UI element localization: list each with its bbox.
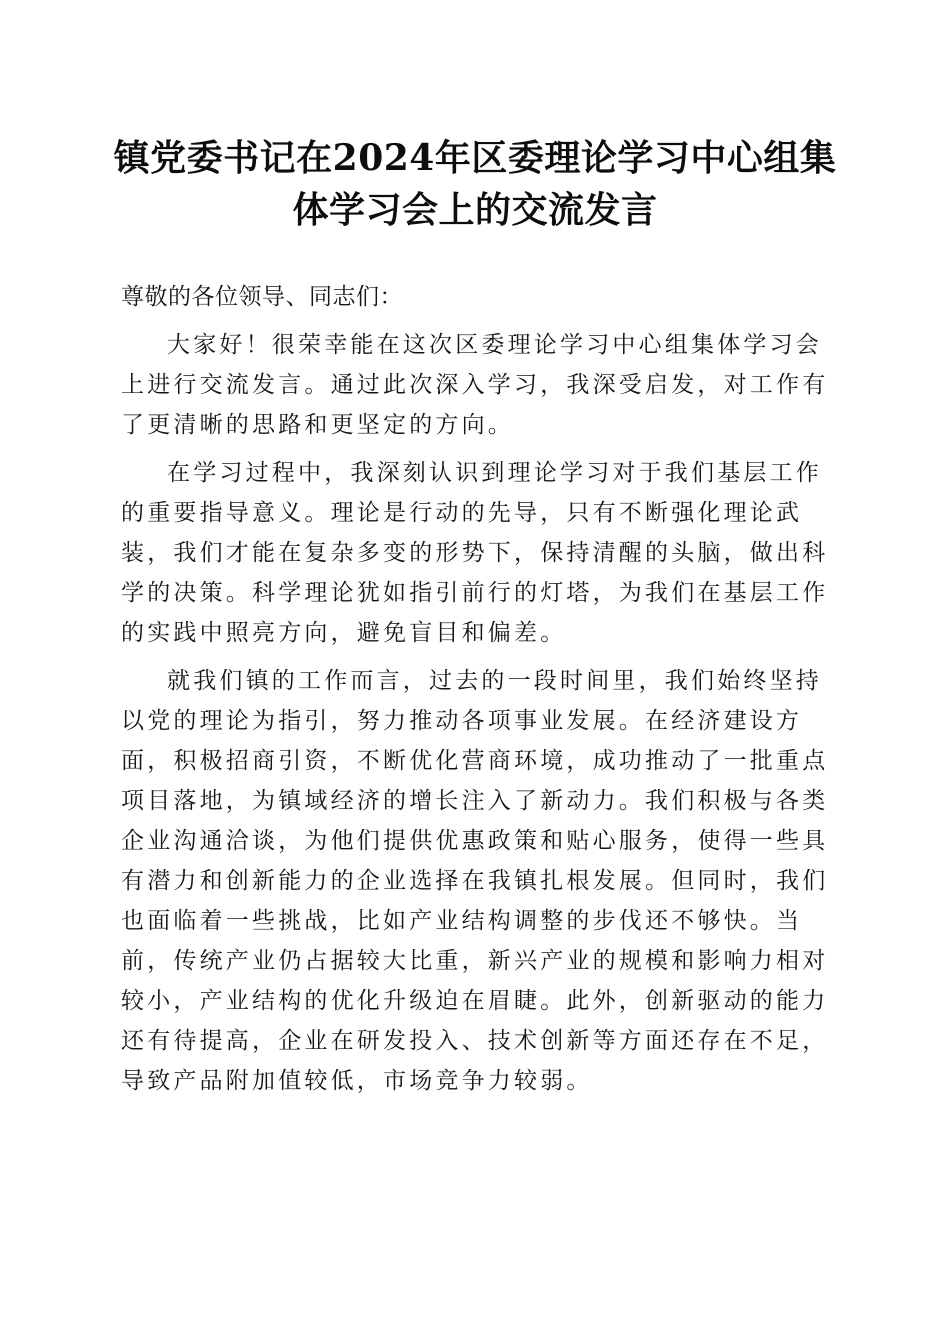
document-title <box>100 132 850 236</box>
paragraph-town-work: 就我们镇的工作而言，过去的一段时间里，我们始终坚持以党的理论为指引，努力推动各项事业发展。在经济建设方面，积极招商引资，不断优化营商环境，成功推动了一批重点项目落地，为镇域经济的增长注入了新动力。我们积极与各类企业沟通洽谈，为他们提供优惠政策和贴心服务，使得一些具有潜力和创新能力的企业选择在我镇扎根发展。但同时，我们也面临着一些挑战，比如产业结构调整的步伐还不够快。当前，传统产业仍占据较大比重，新兴产业的规模和影响力相对较小，产业结构的优化升级迫在眉睫。此外，创新驱动的能力还有待提高，企业在研发投入、技术创新等方面还存在不足，导致产品附加值较低，市场竞争力较弱。 <box>121 668 829 1094</box>
title-line-2: 体学习会上的交流发言 <box>292 189 658 231</box>
paragraph-theory-learning: 在学习过程中，我深刻认识到理论学习对于我们基层工作的重要指导意义。理论是行动的先导，只有不断强化理论武装，我们才能在复杂多变的形势下，保持清醒的头脑，做出科学的决策。科学理论犹如指引前行的灯塔，为我们在基层工作的实践中照亮方向，避免盲目和偏差。 <box>121 460 829 646</box>
paragraph-greeting: 大家好！很荣幸能在这次区委理论学习中心组集体学习会上进行交流发言。通过此次深入学习，我深受启发，对工作有了更清晰的思路和更坚定的方向。 <box>121 332 829 438</box>
title-line-1: 镇党委书记在2024年区委理论学习中心组集 <box>113 137 837 179</box>
document-body <box>121 277 829 1109</box>
salutation: 尊敬的各位领导、同志们： <box>121 284 403 310</box>
